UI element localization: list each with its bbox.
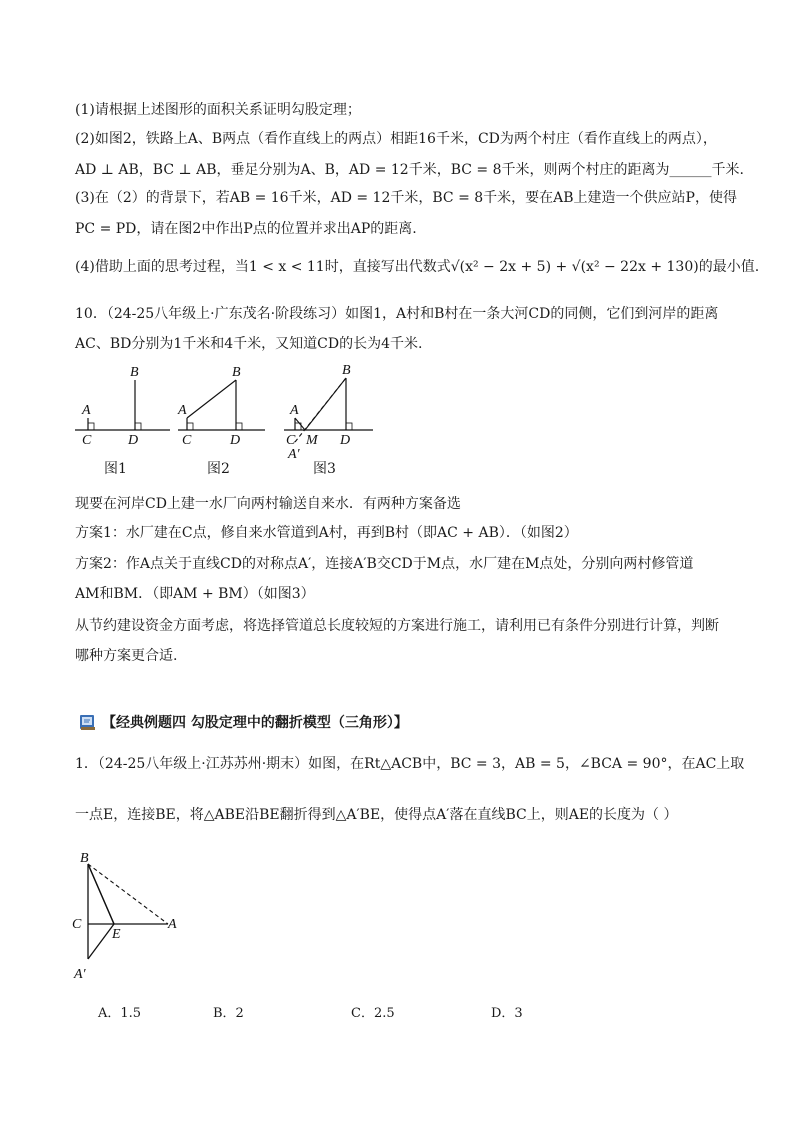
option-a[interactable]: A．1.5 (98, 1006, 142, 1021)
fold-label-E: E (112, 927, 121, 942)
problem10-plan2-line2: AM和BM．（即AM + BM）（如图3） (75, 586, 315, 602)
example1-line2: 一点E，连接BE，将△ABE沿BE翻折得到△A′BE，使得点A′落在直线BC上，则AE的长度为（ ） (75, 807, 678, 823)
fig2-label-D: D (230, 433, 241, 448)
problem10-question-line2: 哪种方案更合适. (75, 648, 178, 664)
fold-label-B: B (80, 851, 89, 866)
fig3-label-A: A (290, 403, 299, 418)
fold-figure (66, 846, 196, 986)
problem9-part2-line1: (2)如图2，铁路上A、B两点（看作直线上的两点）相距16千米，CD为两个村庄（看作直线上的两点）， (75, 131, 717, 147)
section-heading (78, 712, 408, 732)
fig3-label-D: D (340, 433, 351, 448)
figure-2 (177, 365, 265, 448)
figure-3-caption: 图3 (313, 461, 336, 477)
fig1-label-D: D (128, 433, 139, 448)
fig2-label-C: C (182, 433, 192, 448)
example1-line1: 1．（24-25八年级上·江苏苏州·期末）如图，在Rt△ACB中，BC = 3，AB = 5，∠BCA = 90°，在AC上取 (75, 756, 745, 772)
book-icon (78, 712, 98, 732)
problem9-part2-line2: AD ⊥ AB，BC ⊥ AB，垂足分别为A、B，AD = 12千米，BC = 8千米，则两个村庄的距离为______千米. (75, 162, 744, 178)
fig1-label-A: A (82, 403, 91, 418)
option-d[interactable]: D．3 (491, 1006, 523, 1021)
fig3-label-B: B (342, 363, 351, 378)
problem10-intro: 现要在河岸CD上建一水厂向两村输送自来水．有两种方案备选 (75, 496, 461, 512)
fig2-label-A: A (178, 403, 187, 418)
problem10-line1: 10．（24-25八年级上·广东茂名·阶段练习）如图1，A村和B村在一条大河CD的同侧，它们到河岸的距离 (75, 306, 719, 322)
problem10-plan1: 方案1：水厂建在C点，修自来水管道到A村，再到B村（即AC + AB）．（如图2） (75, 525, 578, 541)
figure-1-caption: 图1 (104, 461, 127, 477)
fig3-label-C: C (286, 433, 296, 448)
fold-label-A: A (168, 917, 177, 932)
fig1-label-C: C (82, 433, 92, 448)
option-b[interactable]: B．2 (213, 1006, 244, 1021)
problem10-plan2-line1: 方案2：作A点关于直线CD的对称点A′，连接A′B交CD于M点，水厂建在M点处，分别向两村修管道 (75, 556, 694, 572)
problem9-part3-line2: PC = PD，请在图2中作出P点的位置并求出AP的距离. (75, 221, 417, 237)
fig3-label-A-prime: A′ (288, 447, 300, 462)
fig2-label-B: B (232, 365, 241, 380)
option-c[interactable]: C．2.5 (351, 1006, 395, 1021)
fig3-label-M: M (306, 433, 318, 448)
problem10-line2: AC、BD分别为1千米和4千米，又知道CD的长为4千米. (75, 336, 423, 352)
fig1-label-B: B (130, 365, 139, 380)
fold-label-A-prime: A′ (74, 967, 86, 982)
problem9-part3-line1: (3)在（2）的背景下，若AB = 16千米，AD = 12千米，BC = 8千米，要在AB上建造一个供应站P，使得 (75, 190, 737, 206)
problem9-part4: (4)借助上面的思考过程，当1 < x < 11时，直接写出代数式√(x² − 2x + 5) + √(x² − 22x + 130)的最小值. (75, 259, 760, 275)
figure-3 (284, 363, 373, 462)
section-title: 【经典例题四 勾股定理中的翻折模型（三角形）】 (102, 715, 408, 731)
figure-1 (75, 365, 170, 448)
figure-2-caption: 图2 (207, 461, 230, 477)
problem9-part1: (1)请根据上述图形的面积关系证明勾股定理； (75, 102, 361, 118)
fold-label-C: C (72, 917, 82, 932)
problem10-question-line1: 从节约建设资金方面考虑，将选择管道总长度较短的方案进行施工，请利用已有条件分别进行计算，判断 (75, 618, 719, 634)
